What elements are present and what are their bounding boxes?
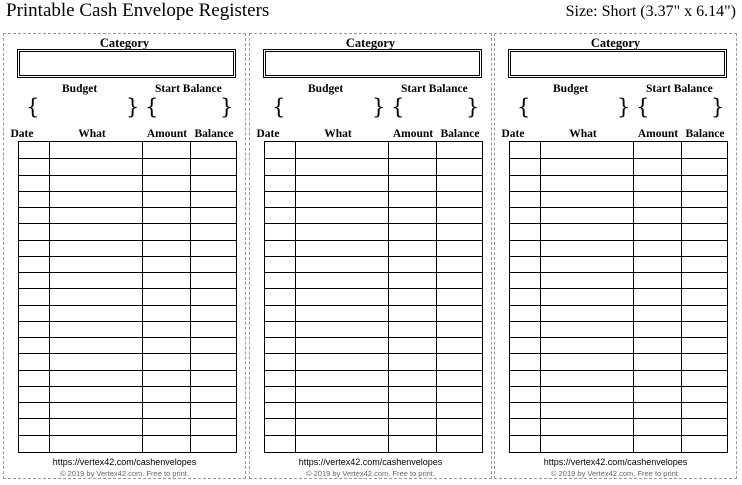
table-row-divider xyxy=(19,321,236,322)
table-row-divider xyxy=(510,175,727,176)
table-row-divider xyxy=(265,370,482,371)
table-row-divider xyxy=(19,288,236,289)
table-row-divider xyxy=(265,256,482,257)
table-row-divider xyxy=(265,240,482,241)
table-row-divider xyxy=(265,402,482,403)
table-row-divider xyxy=(510,337,727,338)
table-row-divider xyxy=(19,158,236,159)
budget-label: Budget xyxy=(308,83,344,95)
table-row-divider xyxy=(19,418,236,419)
table-row-divider xyxy=(19,435,236,436)
category-label: Category xyxy=(345,36,396,50)
column-header-what: What xyxy=(324,128,352,140)
category-field[interactable] xyxy=(508,49,727,78)
table-row-divider xyxy=(510,402,727,403)
table-row-divider xyxy=(265,158,482,159)
table-row-divider xyxy=(510,370,727,371)
table-row-divider xyxy=(19,240,236,241)
table-row-divider xyxy=(510,321,727,322)
budget-brace-open: { xyxy=(517,95,531,119)
table-row-divider xyxy=(19,207,236,208)
budget-brace-close: } xyxy=(126,95,140,119)
start-balance-label: Start Balance xyxy=(646,83,713,95)
table-row-divider xyxy=(19,223,236,224)
column-divider xyxy=(681,142,682,452)
balance-brace-open: { xyxy=(636,95,650,119)
table-row-divider xyxy=(265,321,482,322)
budget-brace-close: } xyxy=(372,95,386,119)
table-row-divider xyxy=(265,191,482,192)
table-row-divider xyxy=(510,223,727,224)
column-divider xyxy=(436,142,437,452)
start-balance-label: Start Balance xyxy=(155,83,222,95)
table-row-divider xyxy=(19,386,236,387)
balance-brace-open: { xyxy=(145,95,159,119)
table-row-divider xyxy=(265,435,482,436)
column-header-amount: Amount xyxy=(146,128,188,140)
column-header-date: Date xyxy=(10,128,34,140)
table-row-divider xyxy=(510,288,727,289)
column-divider xyxy=(142,142,143,452)
column-divider xyxy=(540,142,541,452)
budget-label: Budget xyxy=(62,83,98,95)
column-header-balance: Balance xyxy=(440,128,480,140)
register-panel xyxy=(3,33,246,479)
column-divider xyxy=(295,142,296,452)
website-url[interactable]: https://vertex42.com/cashenvelopes xyxy=(52,457,197,467)
budget-label: Budget xyxy=(553,83,589,95)
table-row-divider xyxy=(510,256,727,257)
table-row-divider xyxy=(265,223,482,224)
table-row-divider xyxy=(19,191,236,192)
balance-brace-close: } xyxy=(466,95,480,119)
website-url[interactable]: https://vertex42.com/cashenvelopes xyxy=(298,457,443,467)
copyright-text: © 2019 by Vertex42.com. Free to print. xyxy=(551,469,680,478)
copyright-text: © 2019 by Vertex42.com. Free to print. xyxy=(60,469,189,478)
column-divider xyxy=(49,142,50,452)
register-panel xyxy=(494,33,737,479)
table-row-divider xyxy=(510,191,727,192)
table-row-divider xyxy=(510,158,727,159)
page-title: Printable Cash Envelope Registers xyxy=(6,0,270,21)
table-row-divider xyxy=(265,353,482,354)
balance-brace-open: { xyxy=(391,95,405,119)
register-table[interactable] xyxy=(264,141,483,453)
table-row-divider xyxy=(510,207,727,208)
start-balance-label: Start Balance xyxy=(401,83,468,95)
column-header-what: What xyxy=(569,128,597,140)
table-row-divider xyxy=(510,353,727,354)
table-row-divider xyxy=(19,272,236,273)
category-field[interactable] xyxy=(263,49,482,78)
table-row-divider xyxy=(19,353,236,354)
table-row-divider xyxy=(19,337,236,338)
register-panel xyxy=(249,33,492,479)
column-header-what: What xyxy=(78,128,106,140)
table-row-divider xyxy=(19,256,236,257)
table-row-divider xyxy=(265,175,482,176)
table-row-divider xyxy=(510,386,727,387)
column-header-balance: Balance xyxy=(685,128,725,140)
column-header-balance: Balance xyxy=(194,128,234,140)
column-header-date: Date xyxy=(501,128,525,140)
column-header-amount: Amount xyxy=(392,128,434,140)
table-row-divider xyxy=(265,386,482,387)
budget-brace-open: { xyxy=(26,95,40,119)
size-label: Size: Short (3.37" x 6.14") xyxy=(565,3,736,20)
register-table[interactable] xyxy=(509,141,728,453)
table-row-divider xyxy=(265,207,482,208)
category-label: Category xyxy=(99,36,150,50)
table-row-divider xyxy=(510,272,727,273)
table-row-divider xyxy=(265,305,482,306)
table-row-divider xyxy=(510,418,727,419)
column-divider xyxy=(190,142,191,452)
table-row-divider xyxy=(265,272,482,273)
copyright-text: © 2019 by Vertex42.com. Free to print. xyxy=(306,469,435,478)
register-table[interactable] xyxy=(18,141,237,453)
balance-brace-close: } xyxy=(220,95,234,119)
table-row-divider xyxy=(19,305,236,306)
column-divider xyxy=(633,142,634,452)
table-row-divider xyxy=(265,337,482,338)
table-row-divider xyxy=(510,435,727,436)
category-label: Category xyxy=(590,36,641,50)
table-row-divider xyxy=(265,418,482,419)
column-header-amount: Amount xyxy=(637,128,679,140)
table-row-divider xyxy=(510,305,727,306)
category-field[interactable] xyxy=(17,49,236,78)
table-row-divider xyxy=(19,370,236,371)
budget-brace-close: } xyxy=(617,95,631,119)
column-header-date: Date xyxy=(256,128,280,140)
budget-brace-open: { xyxy=(272,95,286,119)
table-row-divider xyxy=(510,240,727,241)
balance-brace-close: } xyxy=(711,95,725,119)
table-row-divider xyxy=(19,402,236,403)
table-row-divider xyxy=(19,175,236,176)
column-divider xyxy=(388,142,389,452)
website-url[interactable]: https://vertex42.com/cashenvelopes xyxy=(543,457,688,467)
table-row-divider xyxy=(265,288,482,289)
